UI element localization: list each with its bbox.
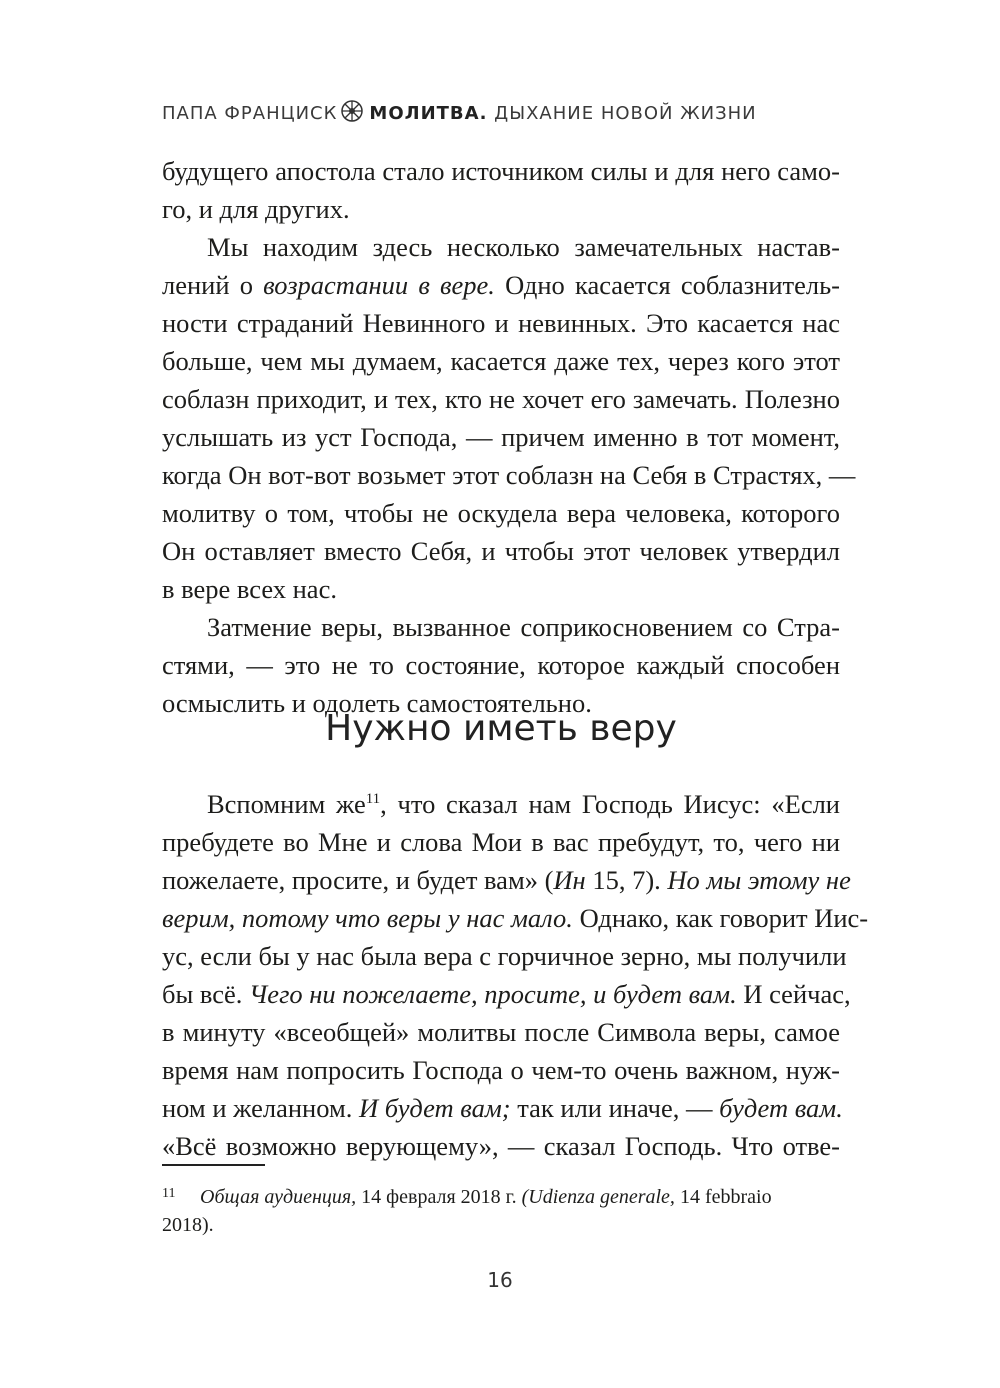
italic-span: возрастании в вере.	[263, 270, 495, 300]
text-line: в вере всех нас.	[162, 574, 337, 604]
header-title-rest: ДЫХАНИЕ НОВОЙ ЖИЗНИ	[494, 103, 757, 124]
text-line	[162, 975, 851, 1013]
text-line	[162, 899, 869, 937]
text-line: услышать из уст Господа, — причем именно в тот момент,	[162, 422, 840, 452]
text-line: осмыслить и одолеть самостоятельно.	[162, 688, 592, 718]
text-line	[162, 1089, 843, 1127]
footnote-ref: 11	[365, 791, 381, 807]
section-text	[162, 785, 869, 1165]
text-span: Одно касается соблазнитель-	[494, 270, 840, 300]
italic-span: (Udienza generale,	[521, 1186, 675, 1208]
text-line: «Всё возможно верующему», — сказал Господь. Что отве-	[162, 1131, 840, 1161]
footnote-divider	[162, 1164, 265, 1166]
text-line: Затмение веры, вызванное соприкосновением со Стра-	[207, 612, 840, 642]
running-head	[162, 100, 862, 127]
text-span: пожелаете, просите, и будет вам» (	[162, 865, 554, 895]
text-line: когда Он вот-вот возьмет этот соблазн на Себя в Страстях, —	[162, 460, 856, 490]
text-span: И сейчас,	[736, 979, 851, 1009]
page-number: 16	[487, 1268, 513, 1292]
text-span: Однако, как говорит Иис-	[572, 903, 869, 933]
text-span: так или иначе, —	[510, 1093, 720, 1123]
text-span: 15, 7).	[585, 865, 668, 895]
text-line: молитву о том, чтобы не оскудела вера человека, которого	[162, 498, 840, 528]
text-line: го, и для других.	[162, 194, 350, 224]
italic-span: Но мы этому не	[667, 865, 851, 895]
text-line: соблазн приходит, и тех, кто не хочет его замечать. Полезно	[162, 384, 840, 414]
header-author: ПАПА ФРАНЦИСК	[162, 103, 338, 124]
text-span: лений о	[162, 270, 264, 300]
text-line: пребудете во Мне и слова Мои в вас пребудут, то, чего ни	[162, 827, 840, 857]
body-text	[162, 152, 856, 722]
text-line	[162, 266, 840, 304]
text-line: время нам попросить Господа о чем-то очень важном, нуж-	[162, 1055, 840, 1085]
text-line: больше, чем мы думаем, касается даже тех, через кого этот	[162, 346, 840, 376]
text-span: Вспомним же	[207, 789, 366, 819]
italic-span: верим, потому что веры у нас мало.	[162, 903, 573, 933]
text-line: ности страданий Невинного и невинных. Это касается нас	[162, 308, 840, 338]
text-line: Он оставляет вместо Себя, и чтобы этот человек утвердил	[162, 536, 840, 566]
text-span: 14 февраля 2018 г.	[356, 1186, 522, 1208]
text-span: бы всё.	[162, 979, 250, 1009]
italic-span: Чего ни пожелаете, просите, и будет вам.	[249, 979, 737, 1009]
italic-span: Ин	[553, 865, 586, 895]
footnote-number: 11	[162, 1186, 176, 1201]
rosette-ornament-icon	[341, 100, 363, 127]
italic-span: будет вам.	[719, 1093, 843, 1123]
text-line: будущего апостола стало источником силы и для него само-	[162, 156, 840, 186]
text-line	[162, 785, 840, 823]
section-heading: Нужно иметь веру	[325, 708, 677, 749]
text-span: , что сказал нам Господь Иисус: «Если	[380, 789, 840, 819]
text-line	[162, 861, 851, 899]
text-span: 2018).	[162, 1214, 214, 1236]
italic-span: И будет вам;	[358, 1093, 511, 1123]
italic-span: Общая аудиенция,	[200, 1186, 357, 1208]
text-line: в минуту «всеобщей» молитвы после Символа веры, самое	[162, 1017, 840, 1047]
text-line: стями, — это не то состояние, которое каждый способен	[162, 650, 840, 680]
text-line: Мы находим здесь несколько замечательных настав-	[207, 232, 840, 262]
footnote	[162, 1180, 840, 1239]
text-span: 14 febbraio	[674, 1186, 772, 1208]
text-span: ном и желанном.	[162, 1093, 359, 1123]
text-line: ус, если бы у нас была вера с горчичное зерно, мы получили	[162, 941, 847, 971]
header-title-bold: МОЛИТВА.	[369, 103, 488, 124]
